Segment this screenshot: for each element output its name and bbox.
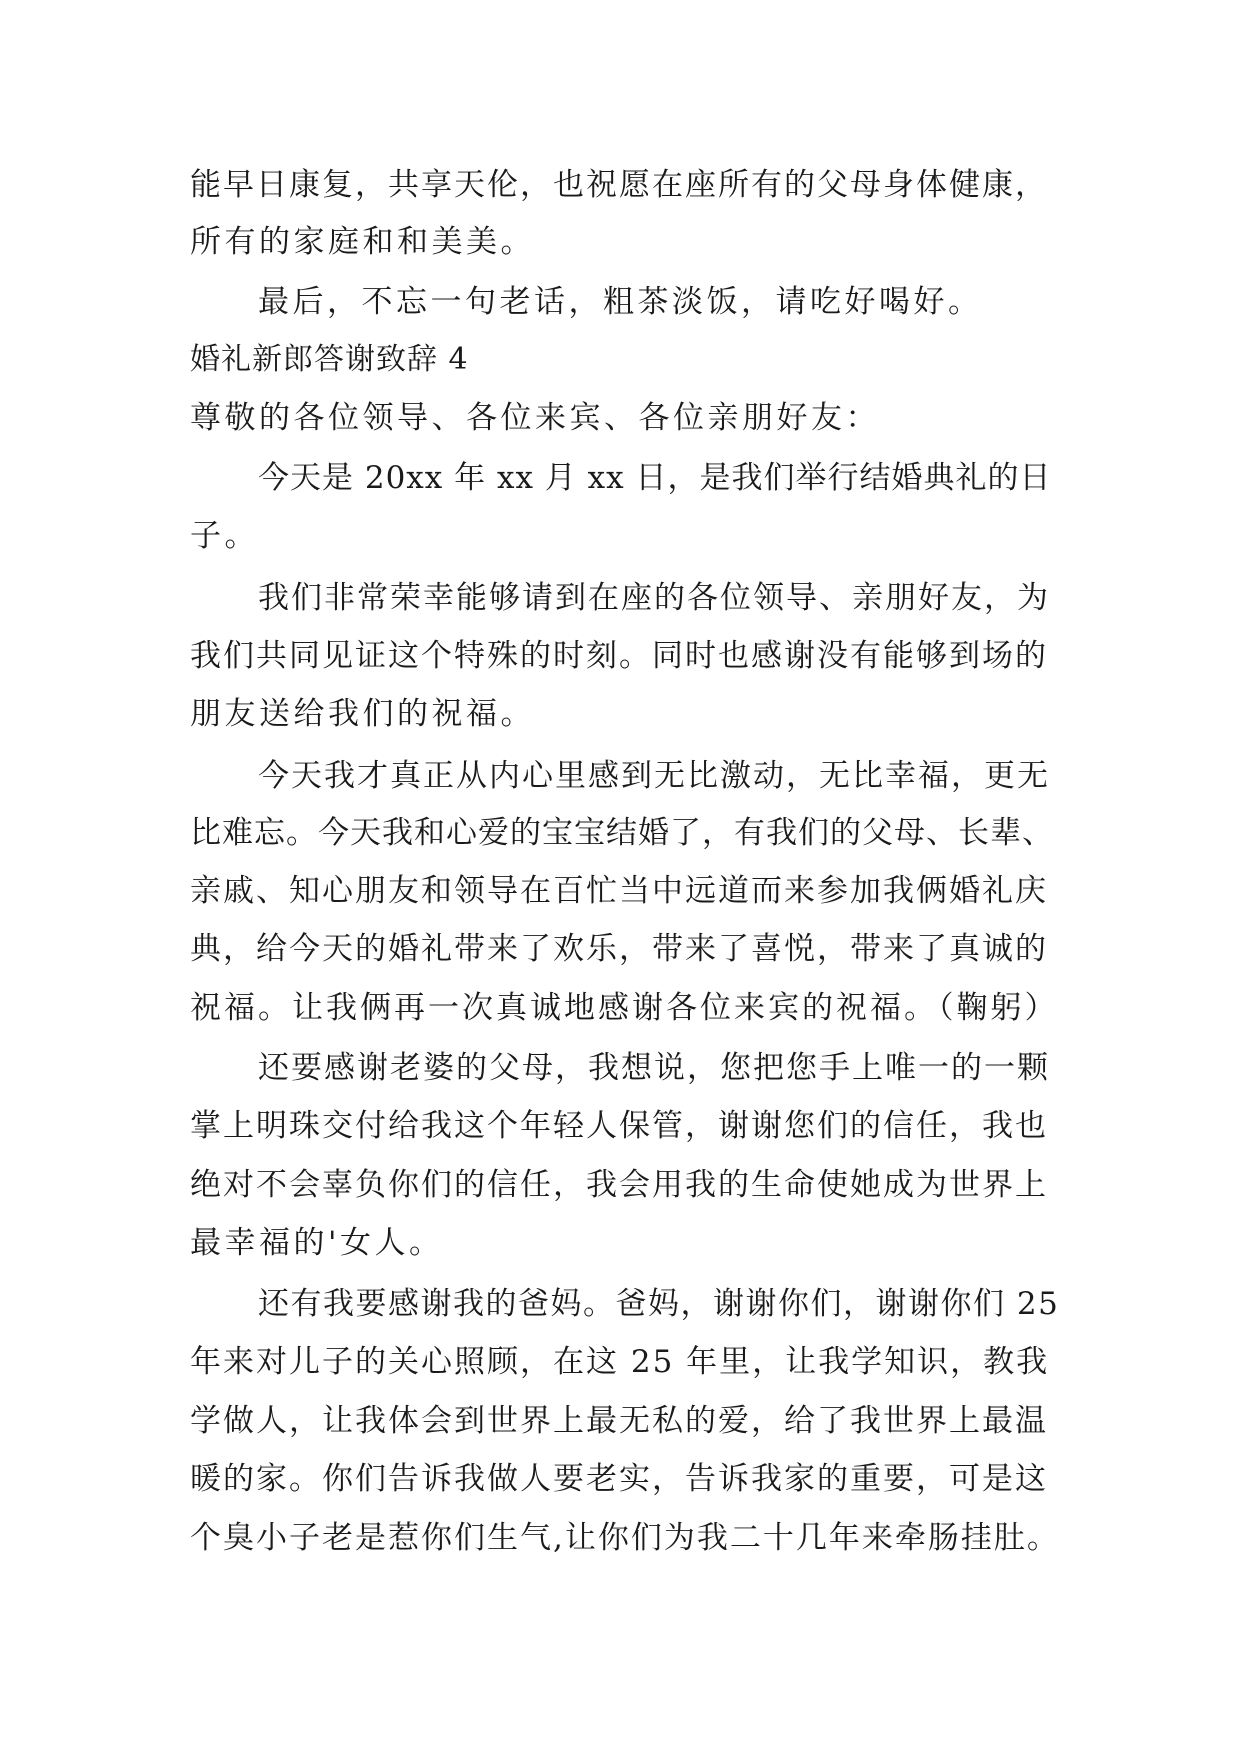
text-line: 学做人，让我体会到世界上最无私的爱，给了我世界上最温 xyxy=(190,1403,1048,1439)
text-line: 绝对不会辜负你们的信任，我会用我的生命使她成为世界上 xyxy=(190,1167,1048,1203)
text-line: 典，给今天的婚礼带来了欢乐，带来了喜悦，带来了真诚的 xyxy=(190,931,1048,967)
section-heading: 婚礼新郎答谢致辞 4 xyxy=(190,342,469,377)
text-line: 朋友送给我们的祝福。 xyxy=(190,696,535,732)
text-line: 最后，不忘一句老话，粗茶淡饭，请吃好喝好。 xyxy=(258,284,983,320)
text-line: 年来对儿子的关心照顾，在这 25 年里，让我学知识，教我 xyxy=(190,1344,1050,1380)
salutation: 尊敬的各位领导、各位来宾、各位亲朋好友： xyxy=(190,400,880,436)
text-line: 亲戚、知心朋友和领导在百忙当中远道而来参加我俩婚礼庆 xyxy=(190,873,1048,909)
text-line: 个臭小子老是惹你们生气,让你们为我二十几年来牵肠挂肚。 xyxy=(190,1520,1060,1556)
text-line: 今天是 20xx 年 xx 月 xx 日，是我们举行结婚典礼的日 xyxy=(258,460,1052,496)
text-line: 掌上明珠交付给我这个年轻人保管，谢谢您们的信任，我也 xyxy=(190,1108,1048,1144)
text-line: 我们非常荣幸能够请到在座的各位领导、亲朋好友，为 xyxy=(258,580,1050,616)
text-line: 祝福。让我俩再一次真诚地感谢各位来宾的祝福。（鞠躬） xyxy=(190,990,1059,1026)
text-line: 所有的家庭和和美美。 xyxy=(190,224,535,260)
text-line: 能早日康复，共享天伦，也祝愿在座所有的父母身体健康， xyxy=(190,167,1048,203)
text-line: 比难忘。今天我和心爱的宝宝结婚了，有我们的父母、长辈、 xyxy=(190,815,1054,851)
text-line: 子。 xyxy=(190,518,259,554)
text-line: 我们共同见证这个特殊的时刻。同时也感谢没有能够到场的 xyxy=(190,638,1048,674)
text-line: 最幸福的'女人。 xyxy=(190,1225,444,1261)
text-line: 今天我才真正从内心里感到无比激动，无比幸福，更无 xyxy=(258,758,1050,794)
text-line: 还要感谢老婆的父母，我想说，您把您手上唯一的一颗 xyxy=(258,1050,1050,1086)
text-line: 暖的家。你们告诉我做人要老实，告诉我家的重要，可是这 xyxy=(190,1461,1048,1497)
text-line: 还有我要感谢我的爸妈。爸妈，谢谢你们，谢谢你们 25 xyxy=(258,1286,1060,1322)
